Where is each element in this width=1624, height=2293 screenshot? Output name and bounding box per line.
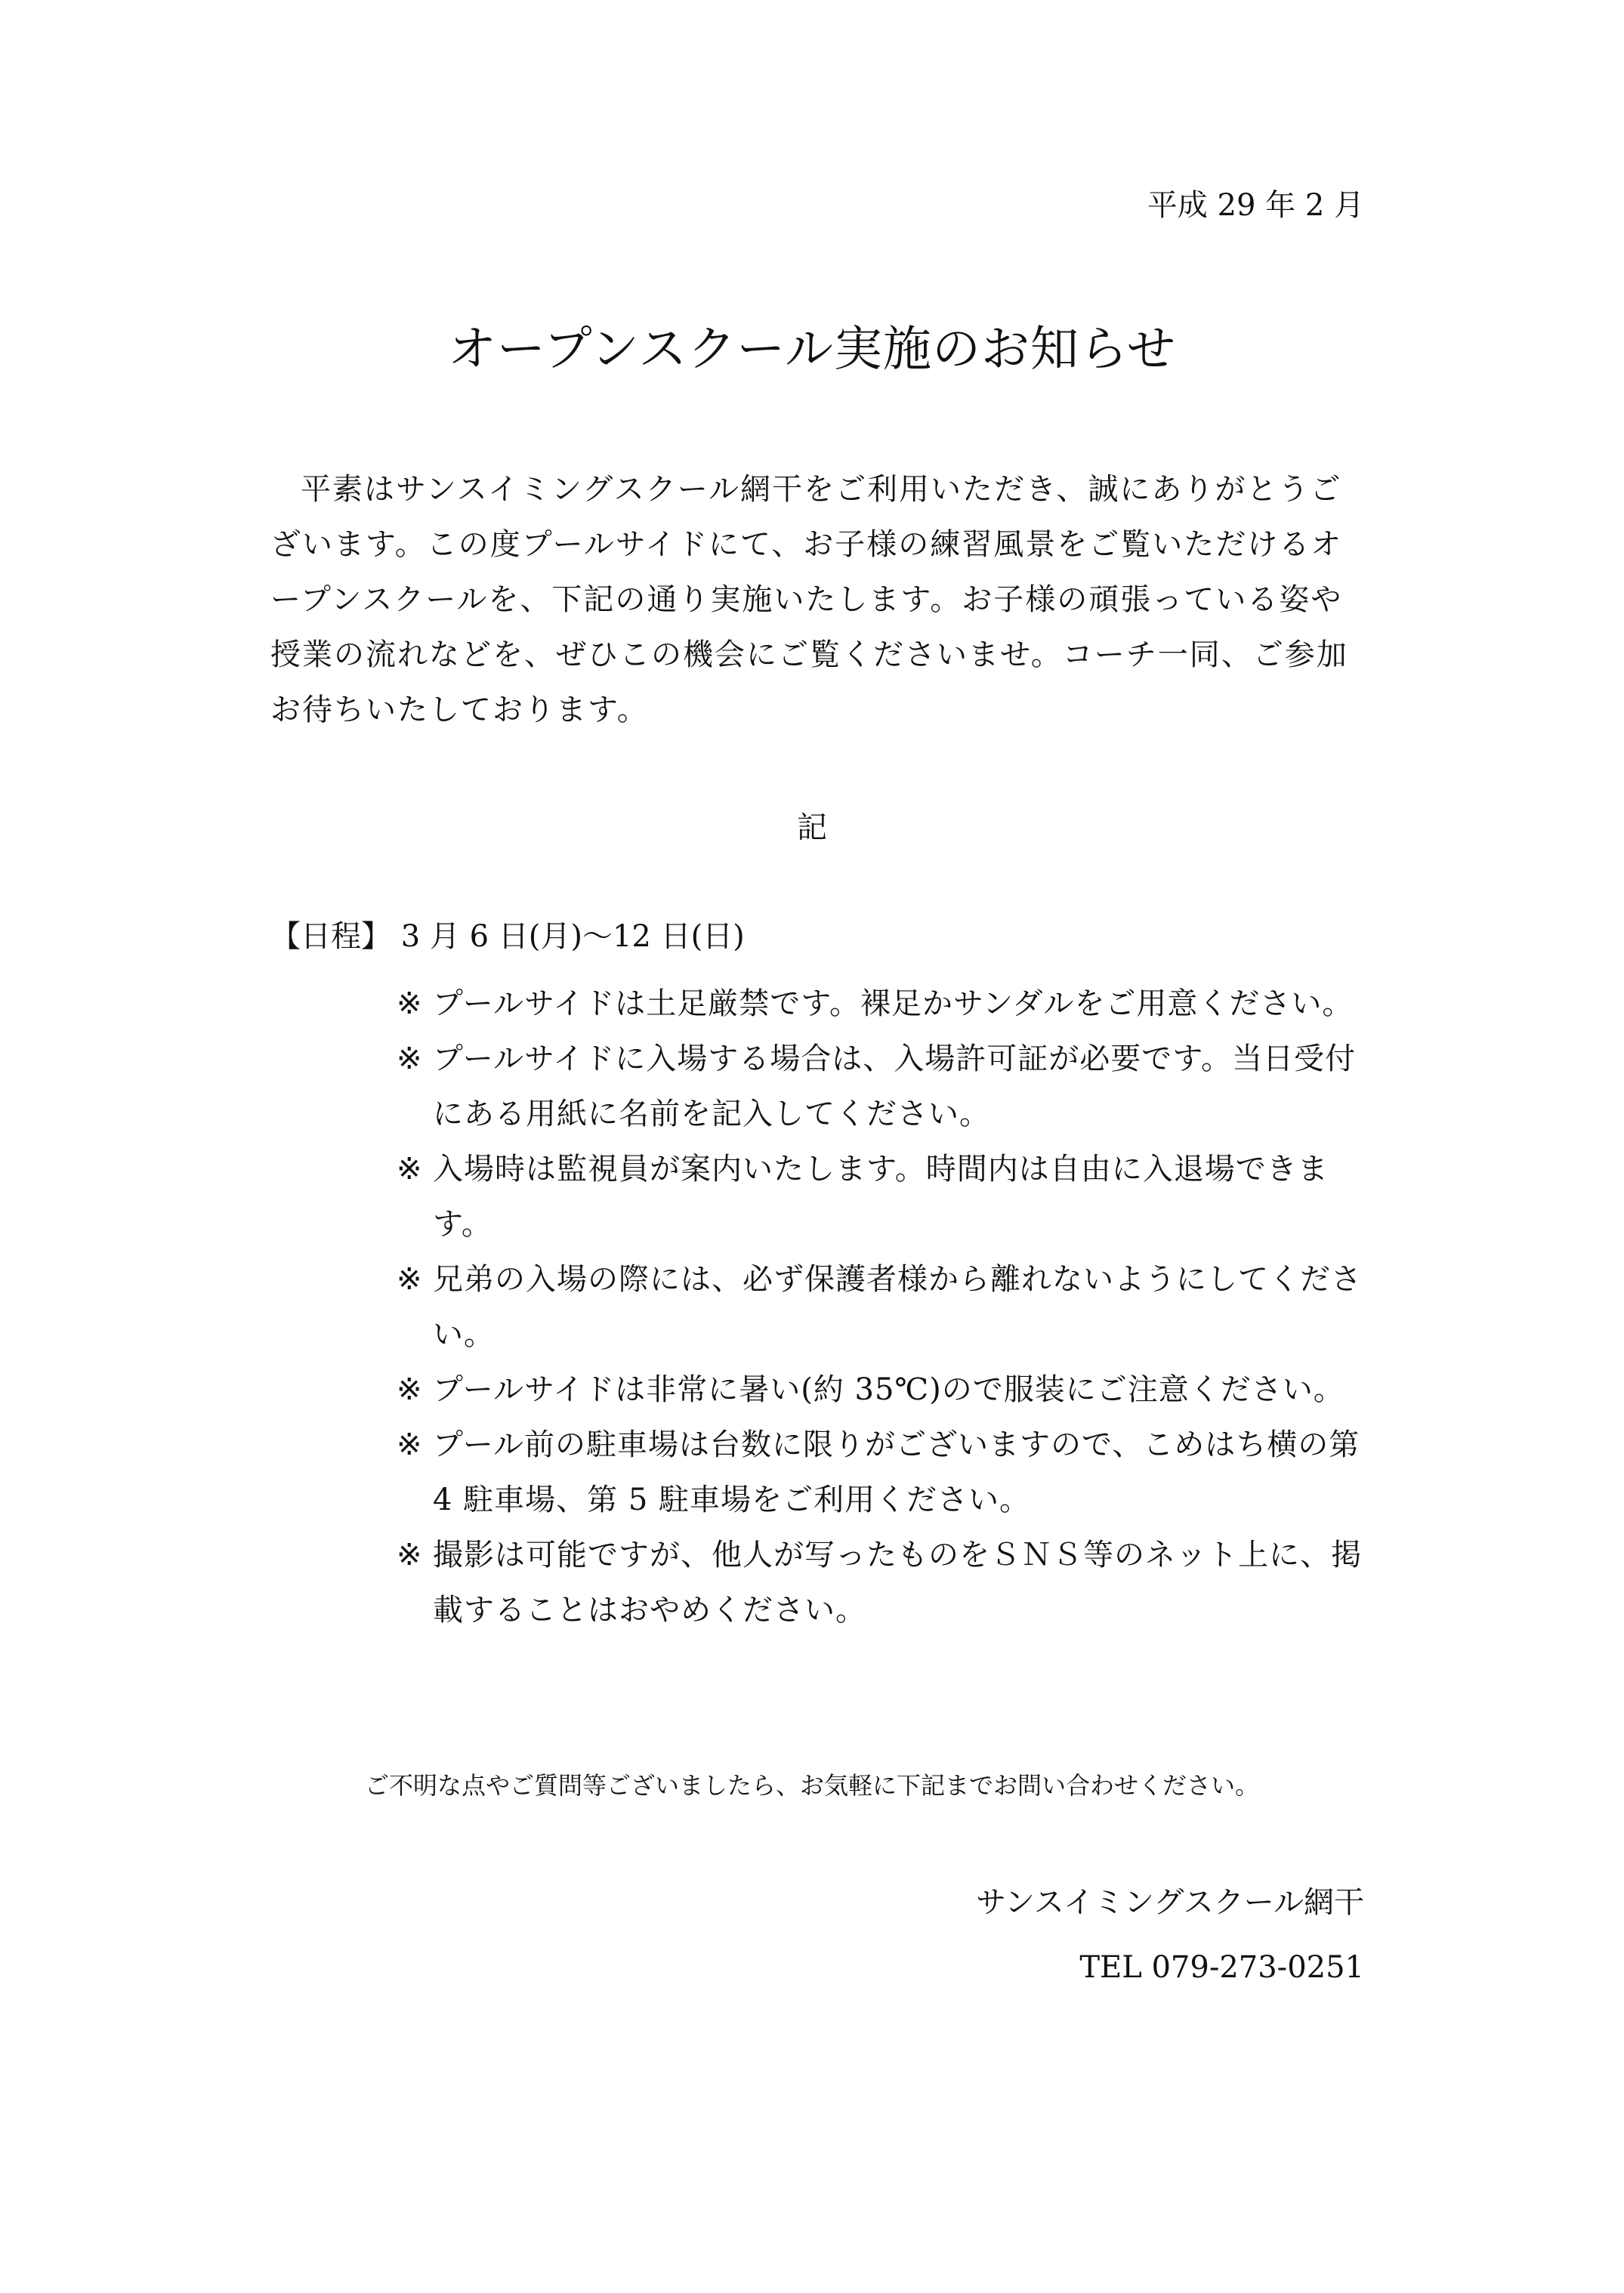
schedule-line: 【日程】 3 月 6 日(月)～12 日(日): [270, 919, 745, 954]
note-mark: ※: [397, 1262, 423, 1297]
contact-note: ご不明な点やご質問等ございましたら、お気軽に下記までお問い合わせください。: [364, 1771, 1259, 1800]
note-text: プール前の駐車場は台数に限りがございますので、こめはち横の第 4 駐車場、第 5 駐車場をご利用ください。: [433, 1427, 1360, 1517]
note-mark: ※: [397, 1427, 423, 1462]
note-item: [397, 1142, 1379, 1252]
note-text: 兄弟の入場の際には、必ず保護者様から離れないようにしてください。: [433, 1262, 1362, 1352]
note-text: 撮影は可能ですが、他人が写ったものをＳＮＳ等のネット上に、掲載することはおやめください。: [433, 1538, 1362, 1628]
page-title: オープンスクール実施のお知らせ: [447, 322, 1177, 378]
note-text: プールサイドに入場する場合は、入場許可証が必要です。当日受付にある用紙に名前を記入してください。: [433, 1042, 1356, 1131]
intro-text: 平素はサンスイミングスクール網干をご利用いただき、誠にありがとうございます。この度プールサイドにて、お子様の練習風景をご覧いただけるオープンスクールを、下記の通り実施いたします。お子様の頑張っている姿や授業の流れなどを、ぜひこの機会にご覧くださいませ。コーチ一同、ご参加お待ちいたしております。: [270, 472, 1348, 727]
phone-number: TEL 079-273-0251: [1079, 1950, 1364, 1985]
note-item: [397, 1528, 1379, 1638]
ki-heading: 記: [797, 810, 827, 845]
intro-paragraph: [270, 462, 1373, 738]
note-mark: ※: [397, 986, 423, 1021]
notes-list: [397, 977, 1379, 1638]
note-item: [397, 1363, 1379, 1418]
note-text: 入場時は監視員が案内いたします。時間内は自由に入退場できます。: [433, 1152, 1329, 1242]
note-item: [397, 977, 1379, 1032]
note-item: [397, 1418, 1379, 1528]
note-mark: ※: [397, 1152, 423, 1187]
note-item: [397, 1252, 1379, 1363]
issue-date: 平成 29 年 2 月: [1147, 188, 1364, 223]
note-text: プールサイドは土足厳禁です。裸足かサンダルをご用意ください。: [433, 986, 1354, 1021]
school-name: サンスイミングスクール網干: [976, 1885, 1364, 1920]
note-item: [397, 1032, 1379, 1142]
note-text: プールサイドは非常に暑い(約 35℃)ので服装にご注意ください。: [433, 1372, 1345, 1407]
note-mark: ※: [397, 1372, 423, 1407]
note-mark: ※: [397, 1538, 423, 1572]
note-mark: ※: [397, 1042, 423, 1076]
